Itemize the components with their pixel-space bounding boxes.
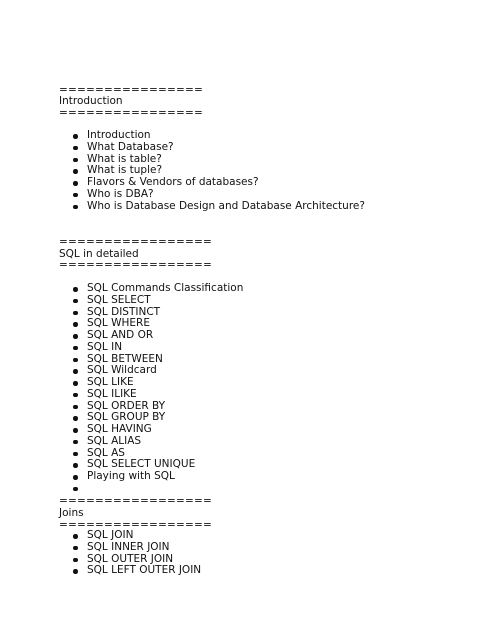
list-item: SQL AND OR: [87, 330, 243, 342]
section-rule-top: =================: [59, 495, 212, 507]
list-item: Who is DBA?: [87, 189, 365, 201]
section-rule-bottom: =================: [59, 519, 212, 531]
section-rule-bottom: =================: [59, 259, 212, 271]
bullet-icon: [73, 487, 78, 492]
sql-in-detailed-list: [59, 283, 243, 495]
joins-list: [59, 530, 201, 577]
list-item: SQL Wildcard: [87, 365, 243, 377]
section-heading-sql-in-detailed: SQL in detailed: [59, 248, 139, 260]
section-heading-introduction: Introduction: [59, 95, 123, 107]
bullet-icon: [73, 311, 78, 316]
list-item: SQL Commands Classification: [87, 283, 243, 295]
bullet-icon: [73, 569, 78, 574]
list-item: SQL BETWEEN: [87, 354, 243, 366]
bullet-icon: [73, 322, 78, 327]
list-item: SQL AS: [87, 448, 243, 460]
bullet-icon: [73, 369, 78, 374]
list-item: Introduction: [87, 130, 365, 142]
list-item: SQL HAVING: [87, 424, 243, 436]
bullet-icon: [73, 558, 78, 563]
bullet-icon: [73, 381, 78, 386]
bullet-icon: [73, 475, 78, 480]
introduction-list: [59, 130, 365, 212]
bullet-icon: [73, 134, 78, 139]
section-heading-joins: Joins: [59, 507, 84, 519]
bullet-icon: [73, 452, 78, 457]
bullet-icon: [73, 405, 78, 410]
list-item: SQL ORDER BY: [87, 401, 243, 413]
list-item: What is tuple?: [87, 165, 365, 177]
bullet-icon: [73, 416, 78, 421]
bullet-icon: [73, 534, 78, 539]
list-item: SQL IN: [87, 342, 243, 354]
bullet-icon: [73, 146, 78, 151]
list-item: SQL SELECT: [87, 295, 243, 307]
bullet-icon: [73, 358, 78, 363]
bullet-icon: [73, 346, 78, 351]
list-item: SQL LIKE: [87, 377, 243, 389]
bullet-icon: [73, 440, 78, 445]
bullet-icon: [73, 428, 78, 433]
section-rule-bottom: ================: [59, 107, 203, 119]
list-item: What is table?: [87, 154, 365, 166]
list-item: SQL ILIKE: [87, 389, 243, 401]
bullet-icon: [73, 393, 78, 398]
list-item: Playing with SQL: [87, 471, 243, 483]
list-item: SQL ALIAS: [87, 436, 243, 448]
bullet-icon: [73, 287, 78, 292]
bullet-icon: [73, 158, 78, 163]
list-item: SQL OUTER JOIN: [87, 554, 201, 566]
section-rule-top: ================: [59, 84, 203, 96]
list-item: Who is Database Design and Database Architecture?: [87, 201, 365, 213]
list-item: SQL GROUP BY: [87, 412, 243, 424]
list-item: What Database?: [87, 142, 365, 154]
list-item: SQL WHERE: [87, 318, 243, 330]
bullet-icon: [73, 205, 78, 210]
bullet-icon: [73, 169, 78, 174]
list-item: SQL INNER JOIN: [87, 542, 201, 554]
list-item: SQL JOIN: [87, 530, 201, 542]
section-rule-top: =================: [59, 236, 212, 248]
list-item: [87, 483, 243, 495]
bullet-icon: [73, 334, 78, 339]
bullet-icon: [73, 181, 78, 186]
bullet-icon: [73, 463, 78, 468]
bullet-icon: [73, 193, 78, 198]
bullet-icon: [73, 299, 78, 304]
list-item: Flavors & Vendors of databases?: [87, 177, 365, 189]
list-item: SQL SELECT UNIQUE: [87, 459, 243, 471]
bullet-icon: [73, 546, 78, 551]
list-item: SQL LEFT OUTER JOIN: [87, 565, 201, 577]
list-item: SQL DISTINCT: [87, 307, 243, 319]
